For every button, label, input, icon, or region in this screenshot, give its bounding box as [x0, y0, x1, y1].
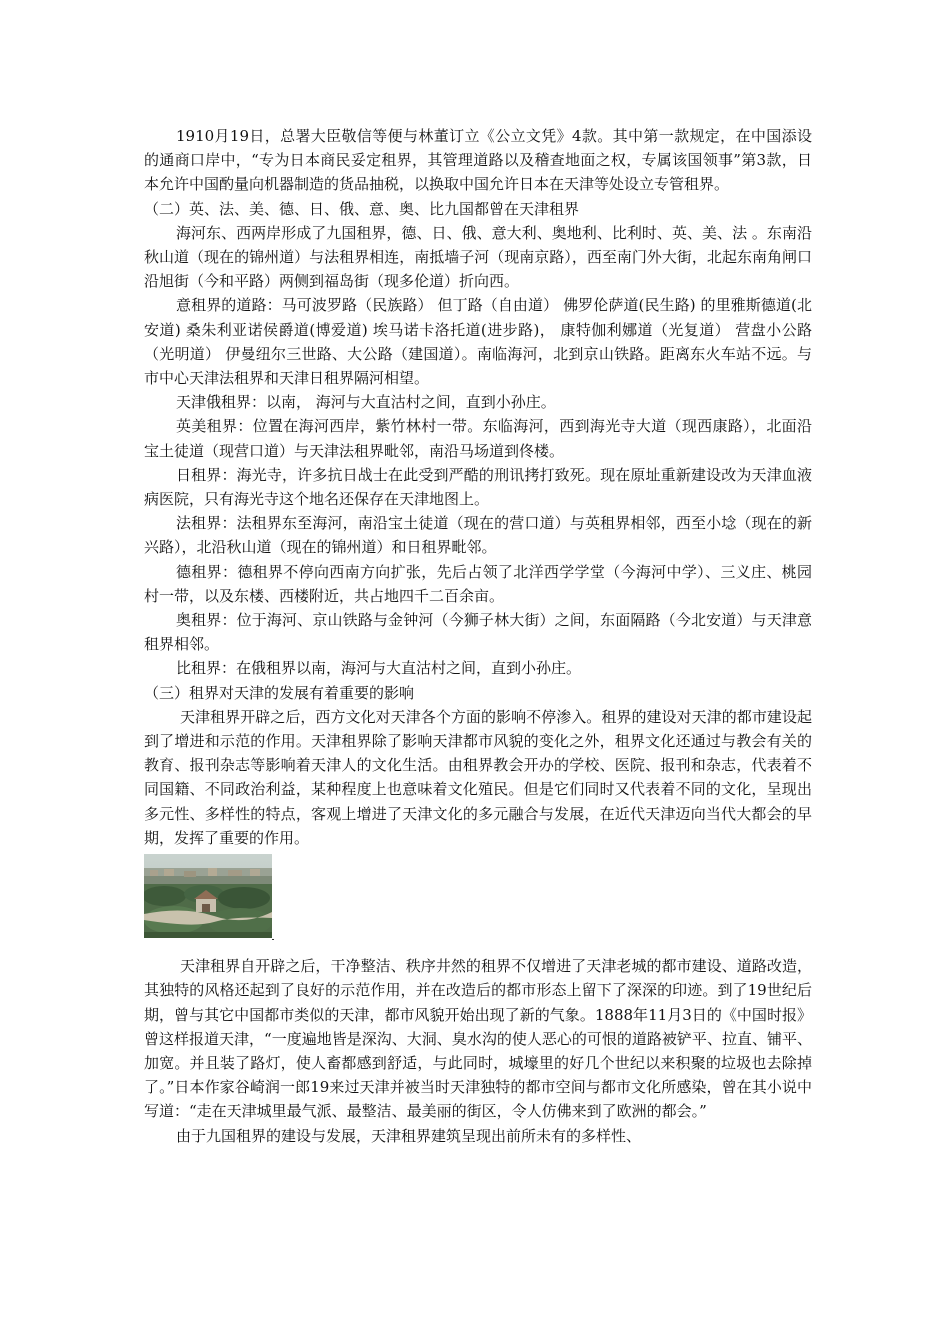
- paragraph-influence: 天津租界开辟之后，西方文化对天津各个方面的影响不停渗入。租界的建设对天津的都市建设起到了增进和示范的作用。天津租界除了影响天津都市风貌的变化之外，租界文化还通过与教会有关的教育、报刊杂志等影响着天津人的文化生活。由租界教会开办的学校、医院、报刊和杂志，代表着不同国籍、不同政治利益，某种程度上也意味着文化殖民。但是它们同时又代表着不同的文化，呈现出多元性、多样性的特点，客观上增进了天津文化的多元融合与发展，在近代天津迈向当代大都会的早期，发挥了重要的作用。: [144, 707, 812, 847]
- document-page: [144, 124, 812, 1148]
- paragraph-italian-roads: 意租界的道路：马可波罗路（民族路） 但丁路（自由道） 佛罗伦萨道(民生路) 的里雅斯德道(北安道) 桑朱利亚诺侯爵道(博爱道) 埃马诺卡洛托道(进步路)， 康特伽利娜道（光复道） 营盘小公路（光明道） 伊曼纽尔三世路、大公路（建国道）。南临海河，北到京山铁路。距离东火车站不远。与市中心天津法租界和天津日租界隔河相望。: [144, 296, 812, 388]
- paragraph-french-concession: 法租界：法租界东至海河，南沿宝土徒道（现在的营口道）与英租界相邻，西至小埝（现在的新兴路），北沿秋山道（现在的锦州道）和日租界毗邻。: [144, 514, 812, 557]
- photo-caption-mark: [272, 932, 274, 940]
- paragraph-treaty: 1910月19日，总署大臣敬信等便与林董订立《公立文凭》4款。其中第一款规定，在中国添设的通商口岸中，“专为日本商民妥定租界，其管理道路以及稽查地面之权，专属该国领事”第3款，日本允许中国酌量向机器制造的货品抽税，以换取中国允许日本在天津等处设立专管租界。: [144, 127, 812, 194]
- paragraph-russian-concession: 天津俄租界：以南， 海河与大直沽村之间，直到小孙庄。: [176, 393, 556, 412]
- section-heading-two: （二）英、法、美、德、日、俄、意、奥、比九国都曾在天津租界: [144, 199, 580, 218]
- paragraph-urban-construction: 天津租界自开辟之后，干净整洁、秩序井然的租界不仅增进了天津老城的都市建设、道路改造，其独特的风格还起到了良好的示范作用，并在改造后的都市形态上留下了深深的印迹。到了19世纪后期，曾与其它中国都市类似的天津，都市风貌开始出现了新的气象。1888年11月3日的《中国时报》曾这样报道天津，“一度遍地皆是深沟、大洞、臭水沟的使人恶心的可恨的道路被铲平、拉直、铺平、加宽。并且装了路灯，使人畜都感到舒适，与此同时，城壕里的好几个世纪以来积聚的垃圾也去除掉了。”日本作家谷崎润一郎19来过天津并被当时天津独特的都市空间与都市文化所感染，曾在其小说中写道：“走在天津城里最气派、最整洁、最美丽的街区，令人仿佛来到了欧洲的都会。”: [144, 957, 812, 1121]
- section-heading-three: （三）租界对天津的发展有着重要的影响: [144, 683, 415, 702]
- paragraph-german-concession: 德租界：德租界不停向西南方向扩张，先后占领了北洋西学学堂（今海河中学）、三义庄、桃园村一带，以及东楼、西楼附近，共占地四千二百余亩。: [144, 562, 812, 605]
- paragraph-british-american-concession: 英美租界：位置在海河西岸，紫竹林村一带。东临海河，西到海光寺大道（现西康路），北面沿宝土徒道（现营口道）与天津法租界毗邻，南沿马场道到佟楼。: [144, 417, 812, 460]
- paragraph-belgian-concession: 比租界：在俄租界以南，海河与大直沽村之间，直到小孙庄。: [176, 659, 582, 678]
- paragraph-nine-concessions: 海河东、西两岸形成了九国租界，德、日、俄、意大利、奥地利、比利时、英、美、法 。东南沿秋山道（现在的锦州道）与法租界相连，南抵墙子河（现南京路），西至南门外大街，北起东南角闸口沿旭街（今和平路）两侧到福岛街（现多伦道）折向西。: [144, 223, 812, 291]
- historic-tianjin-photo: [144, 854, 272, 938]
- paragraph-architecture: 由于九国租界的建设与发展，天津租界建筑呈现出前所未有的多样性、: [176, 1126, 642, 1145]
- paragraph-austrian-concession: 奥租界：位于海河、京山铁路与金钟河（今狮子林大街）之间，东面隔路（今北安道）与天津意租界相邻。: [144, 611, 812, 654]
- photo-container: [144, 854, 812, 942]
- paragraph-japanese-concession: 日租界：海光寺，许多抗日战士在此受到严酷的刑讯拷打致死。现在原址重新建设改为天津血液病医院，只有海光寺这个地名还保存在天津地图上。: [144, 465, 812, 509]
